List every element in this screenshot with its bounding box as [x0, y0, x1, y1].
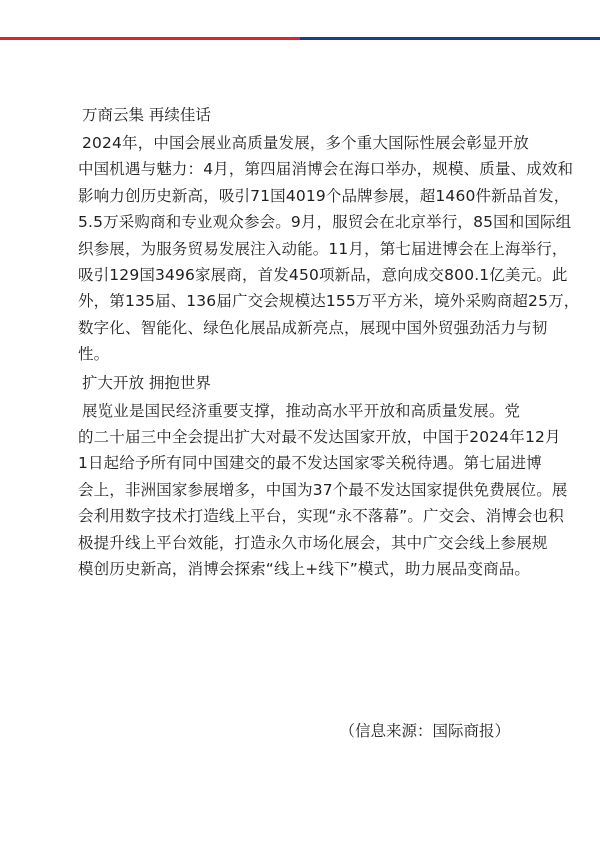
paragraph-line: 5.5万采购商和专业观众参会。9月，服贸会在北京举行，85国和国际组: [78, 213, 572, 232]
paragraph-line: 会上，非洲国家参展增多，中国为37个最不发达国家提供免费展位。展: [78, 480, 568, 499]
paragraph-line: 会利用数字技术打造线上平台，实现“永不落幕”。广交会、消博会也积: [78, 507, 564, 526]
top-accent-bar: [0, 37, 600, 40]
paragraph-line: 吸引129国3496家展商，首发450项新品，意向成交800.1亿美元。此: [78, 266, 568, 285]
paragraph-line: 展览业是国民经济重要支撑，推动高水平开放和高质量发展。党: [82, 401, 521, 420]
paragraph-line: 性。: [78, 345, 110, 364]
article-body: [78, 100, 580, 583]
paragraph-line: 数字化、智能化、绿色化展品成新亮点，展现中国外贸强劲活力与韧: [78, 318, 548, 337]
paragraph-line: 影响力创历史新高，吸引71国4019个品牌参展，超1460件新品首发，: [78, 186, 570, 205]
paragraph-line: 1日起给予所有同中国建交的最不发达国家零关税待遇。第七届进博: [78, 454, 542, 473]
paragraph-line: 外，第135届、136届广交会规模达155万平方米，境外采购商超25万，: [78, 292, 580, 311]
paragraph-line: 模创历史新高，消博会探索“线上+线下”模式，助力展品变商品。: [78, 560, 531, 579]
top-accent-bar-blue: [300, 37, 600, 40]
paragraph-line: 2024年，中国会展业高质量发展，多个重大国际性展会彰显开放: [82, 134, 529, 152]
paragraph-line: 极提升线上平台效能，打造永久市场化展会，其中广交会线上参展规: [78, 533, 548, 552]
section-heading-2: 扩大开放 拥抱世界: [82, 373, 211, 392]
source-note: （信息来源：国际商报）: [339, 722, 510, 740]
top-accent-bar-red: [0, 37, 300, 40]
paragraph-line: 织参展，为服务贸易发展注入动能。11月，第七届进博会在上海举行，: [78, 239, 568, 258]
section-heading-1: 万商云集 再续佳话: [82, 106, 211, 124]
paragraph-line: 的二十届三中全会提出扩大对最不发达国家开放，中国于2024年12月: [78, 428, 561, 447]
paragraph-line: 中国机遇与魅力：4月，第四届消博会在海口举办，规模、质量、成效和: [78, 160, 574, 179]
section-1-paragraph: [78, 130, 580, 368]
section-2-paragraph: [78, 398, 568, 583]
